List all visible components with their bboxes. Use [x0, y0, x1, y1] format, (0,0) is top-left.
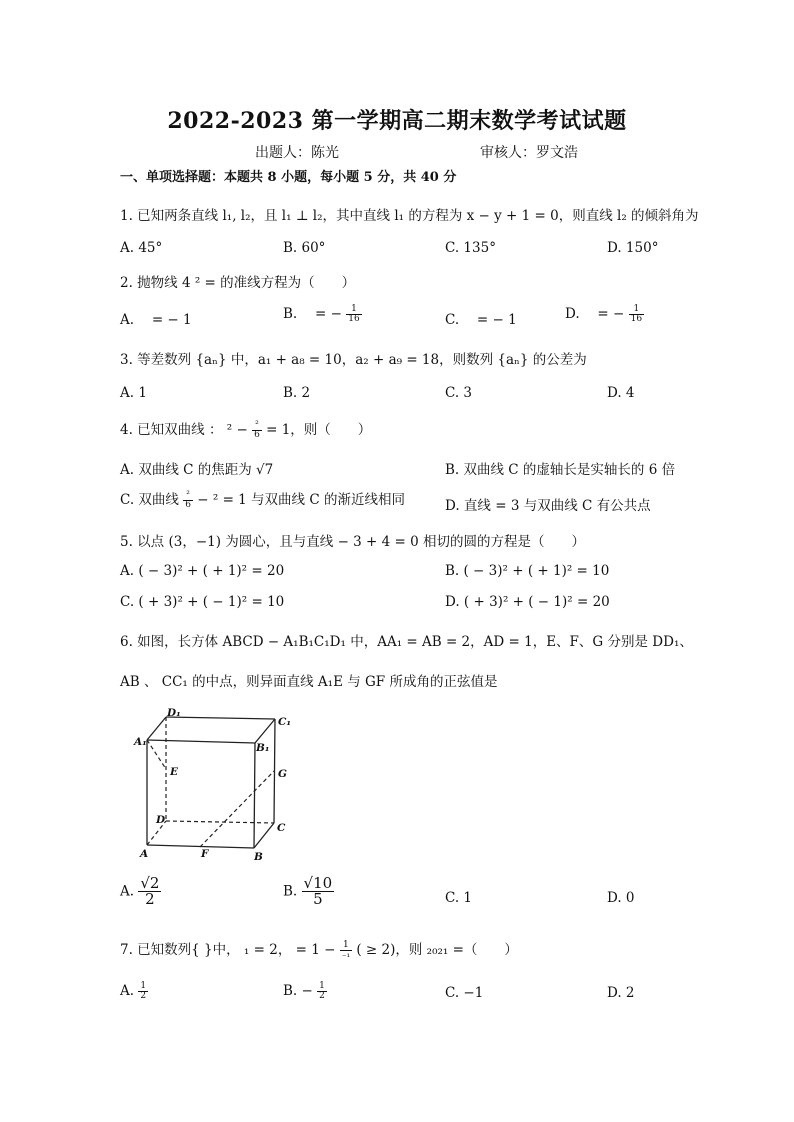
edge-b1-c1 [255, 719, 275, 743]
question-4-stem: 4. 已知双曲线 ： ² − $\frac{\text{²}}{6}$ = 1，则（ ） [120, 420, 372, 440]
cuboid-figure [130, 705, 300, 865]
q1-option-d: D. 150° [607, 240, 659, 256]
q4-option-b: B. 双曲线 C 的虚轴长是实轴长的 6 倍 [445, 462, 676, 478]
q7-option-d: D. 2 [607, 985, 635, 1001]
label-d1: D₁ [167, 707, 181, 719]
q2-option-a: A. = − 1 [120, 312, 192, 328]
label-a1: A₁ [134, 736, 147, 748]
q6-option-b: B. $\frac{√10}{5}$ [283, 874, 333, 908]
q7-option-c: C. −1 [445, 985, 484, 1001]
reviewer-line: 审核人：罗文浩 [480, 145, 578, 161]
q6-option-d: D. 0 [607, 890, 635, 906]
edge-c1-c [274, 719, 275, 823]
q3-option-c: C. 3 [445, 385, 473, 401]
q2-option-b: B. = − $\frac{1}{16}$ [283, 304, 360, 324]
label-d: D [156, 814, 166, 826]
q4-option-d: D. 直线 = 3 与双曲线 C 有公共点 [445, 498, 651, 514]
q1-option-c: C. 135° [445, 240, 496, 256]
label-f: F [201, 848, 209, 860]
q2-option-c: C. = − 1 [445, 312, 517, 328]
segment-g-f [200, 771, 274, 847]
page-title: 2022-2023 第一学期高二期末数学考试试题 [167, 108, 627, 134]
q6-option-c: C. 1 [445, 890, 473, 906]
segment-a1-e [147, 740, 166, 769]
q7-option-b: B. − $\frac{1}{2}$ [283, 981, 325, 1001]
q6-option-a: A. $\frac{√2}{2}$ [120, 874, 160, 908]
q5-option-a: A. ( − 3)² + ( + 1)² = 20 [120, 563, 285, 579]
q5-option-b: B. ( − 3)² + ( + 1)² = 10 [445, 563, 610, 579]
q5-option-c: C. ( + 3)² + ( − 1)² = 10 [120, 594, 285, 610]
q4-option-c: C. 双曲线 $\frac{\text{²}}{6}$ − ² = 1 与双曲线 C 的渐近线相同 [120, 490, 405, 510]
question-7-stem: 7. 已知数列{ }中， ₁ = 2， = 1 − $\frac{1}{\text{₋₁}}$ ( ≥ 2)，则 ₂₀₂₁ =（ ） [120, 940, 518, 960]
question-1-stem: 1. 已知两条直线 l₁, l₂，且 l₁ ⊥ l₂，其中直线 l₁ 的方程为 x − y + 1 = 0，则直线 l₂ 的倾斜角为 [120, 208, 699, 224]
label-b1: B₁ [256, 742, 270, 754]
q3-option-a: A. 1 [120, 385, 147, 401]
edge-a1-d1 [147, 717, 166, 740]
q2-option-d: D. = − $\frac{1}{16}$ [565, 304, 643, 324]
section-heading: 一、单项选择题：本题共 8 小题，每小题 5 分，共 40 分 [120, 170, 457, 185]
q3-option-b: B. 2 [283, 385, 311, 401]
label-c1: C₁ [278, 716, 291, 728]
q5-option-d: D. ( + 3)² + ( − 1)² = 20 [445, 594, 610, 610]
question-6-stem-line2: AB 、 CC₁ 的中点，则异面直线 A₁E 与 GF 所成角的正弦值是 [120, 674, 498, 690]
edge-b-b1 [254, 743, 255, 848]
label-e: E [170, 766, 179, 778]
q4-option-a: A. 双曲线 C 的焦距为 √7 [120, 462, 274, 478]
edge-a1-b1 [147, 740, 255, 743]
label-c: C [277, 822, 286, 834]
q7-option-a: A. $\frac{1}{2}$ [120, 981, 147, 1001]
question-5-stem: 5. 以点 (3，−1) 为圆心，且与直线 − 3 + 4 = 0 相切的圆的方程是（ ） [120, 534, 586, 550]
question-2-stem: 2. 抛物线 4 ² = 的准线方程为（ ） [120, 275, 356, 291]
edge-b-c [254, 823, 274, 848]
edge-d1-c1 [166, 717, 275, 719]
label-g: G [278, 768, 287, 780]
q1-option-b: B. 60° [283, 240, 326, 256]
label-b: B [254, 851, 263, 863]
question-6-stem-line1: 6. 如图，长方体 ABCD − A₁B₁C₁D₁ 中，AA₁ = AB = 2，AD = 1，E、F、G 分别是 DD₁、 [120, 634, 693, 650]
question-3-stem: 3. 等差数列 {aₙ} 中，a₁ + a₈ = 10，a₂ + a₉ = 18，则数列 {aₙ} 的公差为 [120, 352, 587, 368]
edge-d-c [166, 821, 274, 823]
author-line: 出题人：陈光 [255, 145, 339, 161]
q1-option-a: A. 45° [120, 240, 163, 256]
q3-option-d: D. 4 [607, 385, 635, 401]
label-a: A [140, 848, 149, 860]
